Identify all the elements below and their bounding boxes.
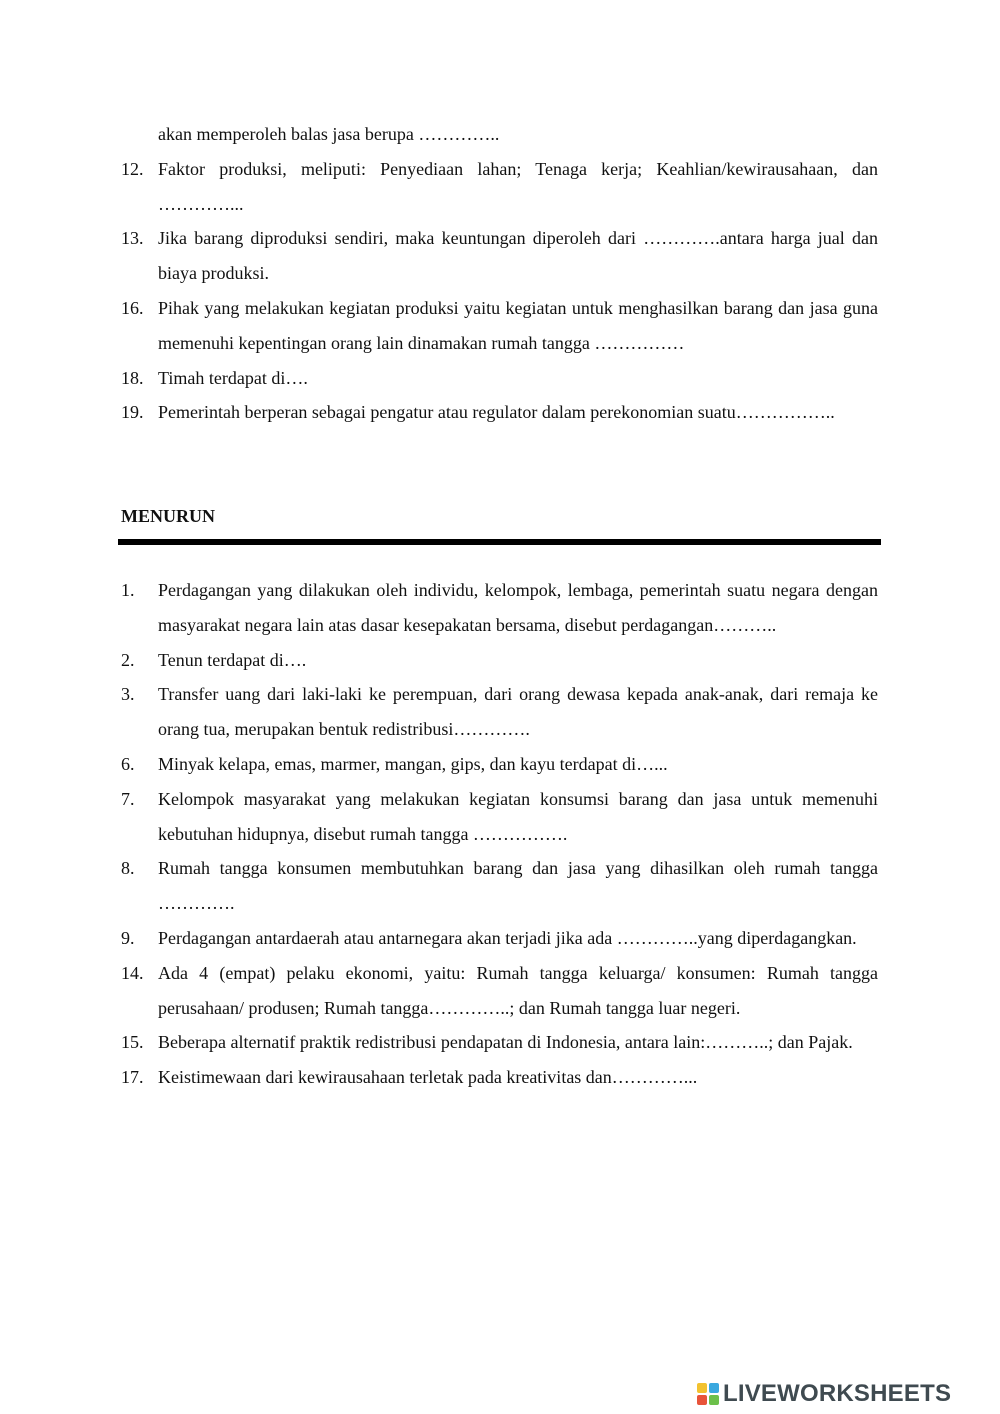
question-item [121, 395, 878, 430]
question-number: 7. [121, 788, 135, 809]
question-number: 16. [121, 297, 144, 318]
question-text: Perdagangan antardaerah atau antarnegara akan terjadi jika ada …………..yang diperdagangkan. [158, 927, 857, 948]
logo-tile-2 [709, 1383, 719, 1393]
question-number: 2. [121, 649, 135, 670]
question-item [121, 851, 878, 921]
menurun-section [121, 573, 878, 1095]
logo-tile-3 [697, 1395, 707, 1405]
question-text: Timah terdapat di…. [158, 367, 308, 388]
question-item [121, 1060, 878, 1095]
question-text: Rumah tangga konsumen membutuhkan barang dan jasa yang dihasilkan oleh rumah tangga …………. [158, 858, 878, 914]
liveworksheets-logo-icon [697, 1383, 719, 1405]
mendatar-continued-section [121, 117, 878, 430]
question-number: 18. [121, 367, 144, 388]
question-number: 15. [121, 1032, 144, 1053]
question-text: Minyak kelapa, emas, marmer, mangan, gips, dan kayu terdapat di…... [158, 753, 668, 774]
question-number: 13. [121, 228, 144, 249]
question-number: 3. [121, 684, 135, 705]
question-number: 12. [121, 158, 144, 179]
question-text: Kelompok masyarakat yang melakukan kegiatan konsumsi barang dan jasa untuk memenuhi kebutuhan hidupnya, disebut rumah tangga ……………. [158, 788, 878, 844]
mendatar-question-list [121, 152, 878, 430]
logo-tile-1 [697, 1383, 707, 1393]
logo-tile-4 [709, 1395, 719, 1405]
menurun-question-list [121, 573, 878, 1095]
question-text: Pihak yang melakukan kegiatan produksi yaitu kegiatan untuk menghasilkan barang dan jasa guna memenuhi kepentingan orang lain dinamakan rumah tangga …………… [158, 297, 878, 353]
question-item [121, 1025, 878, 1060]
question-item [121, 782, 878, 852]
heading-divider [118, 539, 881, 545]
question-item [121, 361, 878, 396]
question-item [121, 291, 878, 361]
question-text: Jika barang diproduksi sendiri, maka keuntungan diperoleh dari ………….antara harga jual dan biaya produksi. [158, 228, 878, 284]
question-number: 1. [121, 580, 135, 600]
question-number: 19. [121, 402, 144, 423]
question-text: Keistimewaan dari kewirausahaan terletak pada kreativitas dan…………... [158, 1067, 698, 1088]
question-text: Beberapa alternatif praktik redistribusi pendapatan di Indonesia, antara lain:………..; dan Pajak. [158, 1032, 853, 1053]
question-text: Tenun terdapat di…. [158, 649, 307, 670]
question-item [121, 643, 878, 678]
question-text: Ada 4 (empat) pelaku ekonomi, yaitu: Rumah tangga keluarga/ konsumen: Rumah tangga perusahaan/ produsen; Rumah tangga…………..; dan Rumah tangga luar negeri. [158, 962, 878, 1018]
liveworksheets-watermark [697, 1374, 951, 1414]
question-item [121, 747, 878, 782]
question-number: 9. [121, 927, 135, 948]
question-text: Pemerintah berperan sebagai pengatur atau regulator dalam perekonomian suatu…………….. [158, 402, 835, 423]
question-item [121, 152, 878, 222]
menurun-heading: MENURUN [121, 506, 215, 526]
question-text: Perdagangan yang dilakukan oleh individu, kelompok, lembaga, pemerintah suatu negara dengan masyarakat negara lain atas dasar kesepakatan bersama, disebut perdagangan……….. [158, 580, 878, 635]
question-item [121, 221, 878, 291]
continuation-line: akan memperoleh balas jasa berupa ………….. [158, 124, 500, 144]
question-item [121, 921, 878, 956]
question-number: 17. [121, 1067, 144, 1088]
question-item [121, 677, 878, 747]
question-number: 14. [121, 962, 144, 983]
watermark-brand-text: LIVEWORKSHEETS [723, 1380, 952, 1407]
question-number: 6. [121, 753, 135, 774]
question-text: Faktor produksi, meliputi: Penyediaan lahan; Tenaga kerja; Keahlian/kewirausahaan, dan …………... [158, 158, 878, 214]
question-item [121, 956, 878, 1026]
question-number: 8. [121, 858, 135, 879]
question-text: Transfer uang dari laki-laki ke perempuan, dari orang dewasa kepada anak-anak, dari remaja ke orang tua, merupakan bentuk redistribusi…………. [158, 684, 878, 740]
question-item [121, 573, 878, 643]
